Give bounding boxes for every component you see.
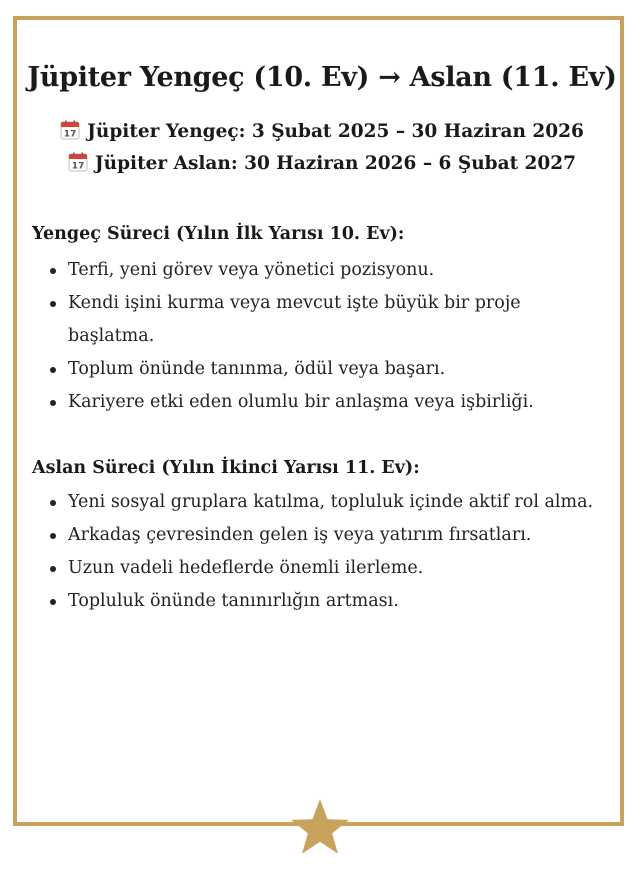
- section-heading-cancer: Yengeç Süreci (Yılın İlk Yarısı 10. Ev):: [32, 224, 405, 244]
- date-text-cancer: Jüpiter Yengeç: 3 Şubat 2025 – 30 Haziran 2026: [87, 121, 584, 142]
- star-icon: [289, 797, 351, 857]
- list-item: Toplum önünde tanınma, ödül veya başarı.: [50, 353, 610, 386]
- svg-text:17: 17: [63, 129, 77, 140]
- list-item: Arkadaş çevresinden gelen iş veya yatırım fırsatları.: [50, 519, 610, 552]
- page-title: Jüpiter Yengeç (10. Ev) → Aslan (11. Ev): [27, 62, 617, 93]
- calendar-icon: [68, 152, 88, 172]
- list-item: Uzun vadeli hedeflerde önemli ilerleme.: [50, 552, 610, 585]
- list-item: Yeni sosyal gruplara katılma, topluluk içinde aktif rol alma.: [50, 486, 610, 519]
- bullet-list-cancer: [50, 254, 610, 419]
- date-line-leo: [0, 150, 644, 178]
- bullet-list-leo: [50, 486, 610, 618]
- list-item: Kariyere etki eden olumlu bir anlaşma veya işbirliği.: [50, 386, 610, 419]
- section-heading-leo: Aslan Süreci (Yılın İkinci Yarısı 11. Ev):: [32, 458, 420, 478]
- svg-text:17: 17: [71, 161, 85, 172]
- calendar-icon: [60, 120, 80, 140]
- date-line-cancer: [0, 118, 644, 146]
- date-text-leo: Jüpiter Aslan: 30 Haziran 2026 – 6 Şubat 2027: [94, 153, 577, 174]
- list-item: Terfi, yeni görev veya yönetici pozisyonu.: [50, 254, 610, 287]
- list-item: Kendi işini kurma veya mevcut işte büyük bir proje başlatma.: [50, 287, 610, 353]
- list-item: Topluluk önünde tanınırlığın artması.: [50, 585, 610, 618]
